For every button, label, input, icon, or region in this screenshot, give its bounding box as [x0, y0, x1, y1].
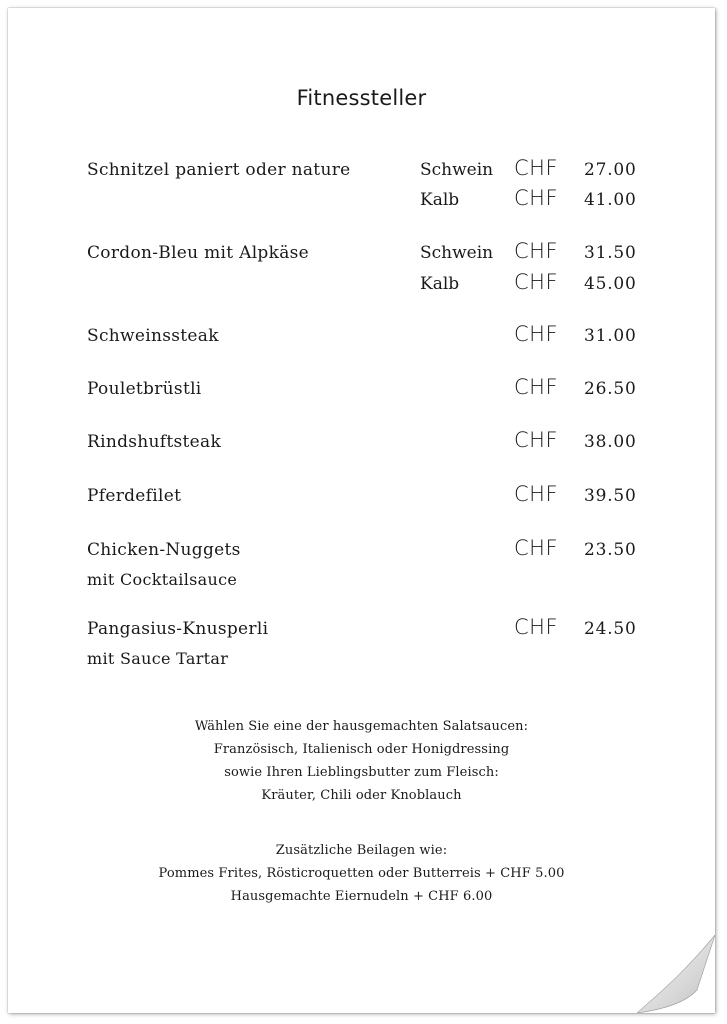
menu-page — [8, 8, 715, 1013]
note-line: Kräuter, Chili oder Knoblauch — [261, 788, 462, 803]
note-line: Hausgemachte Eiernudeln + CHF 6.00 — [230, 889, 493, 904]
menu-item-name: Pangasius-Knusperli — [87, 619, 269, 639]
menu-item-subtitle: mit Sauce Tartar — [87, 649, 229, 668]
menu-item-name: Cordon-Bleu mit Alpkäse — [87, 243, 310, 263]
price-variant: Schwein — [420, 160, 494, 180]
menu-item-name: Chicken-Nuggets — [87, 540, 241, 560]
price-amount: 41.00 — [584, 190, 637, 210]
price-variant: Schwein — [420, 243, 494, 263]
note-line: sowie Ihren Lieblingsbutter zum Fleisch: — [224, 765, 499, 780]
menu-item-name: Schnitzel paniert oder nature — [87, 160, 351, 180]
price-amount: 31.00 — [584, 326, 637, 346]
note-line: Wählen Sie eine der hausgemachten Salatsaucen: — [194, 719, 529, 734]
price-currency: CHF — [514, 322, 559, 346]
sauce-note — [8, 715, 715, 807]
menu-item-name: Pouletbrüstli — [87, 379, 202, 399]
menu-item — [87, 619, 268, 668]
price-amount: 23.50 — [584, 540, 637, 560]
price-currency: CHF — [514, 239, 559, 263]
note-line: Französisch, Italienisch oder Honigdressing — [213, 742, 510, 757]
price-amount: 39.50 — [584, 486, 637, 506]
price-currency: CHF — [514, 186, 559, 210]
note-line: Pommes Frites, Rösticroquetten oder Butterreis + CHF 5.00 — [158, 866, 565, 881]
price-amount: 45.00 — [584, 274, 637, 294]
price-variant: Kalb — [420, 190, 460, 210]
price-currency: CHF — [514, 428, 559, 452]
price-currency: CHF — [514, 482, 559, 506]
price-amount: 31.50 — [584, 243, 637, 263]
menu-item-name: Schweinssteak — [87, 326, 219, 346]
price-currency: CHF — [514, 536, 559, 560]
price-amount: 24.50 — [584, 619, 637, 639]
price-amount: 27.00 — [584, 160, 637, 180]
price-currency: CHF — [514, 375, 559, 399]
note-line: Zusätzliche Beilagen wie: — [275, 843, 448, 858]
sides-note — [8, 839, 715, 908]
menu-title: Fitnessteller — [296, 86, 427, 110]
menu-item-name: Rindshuftsteak — [87, 432, 222, 452]
price-currency: CHF — [514, 270, 559, 294]
menu-item — [87, 540, 241, 589]
menu-item-name: Pferdefilet — [87, 486, 182, 506]
price-currency: CHF — [514, 615, 559, 639]
price-currency: CHF — [514, 156, 559, 180]
menu-item-subtitle: mit Cocktailsauce — [87, 570, 238, 589]
price-amount: 38.00 — [584, 432, 637, 452]
price-amount: 26.50 — [584, 379, 637, 399]
page-curl-icon — [637, 935, 715, 1013]
price-variant: Kalb — [420, 274, 460, 294]
